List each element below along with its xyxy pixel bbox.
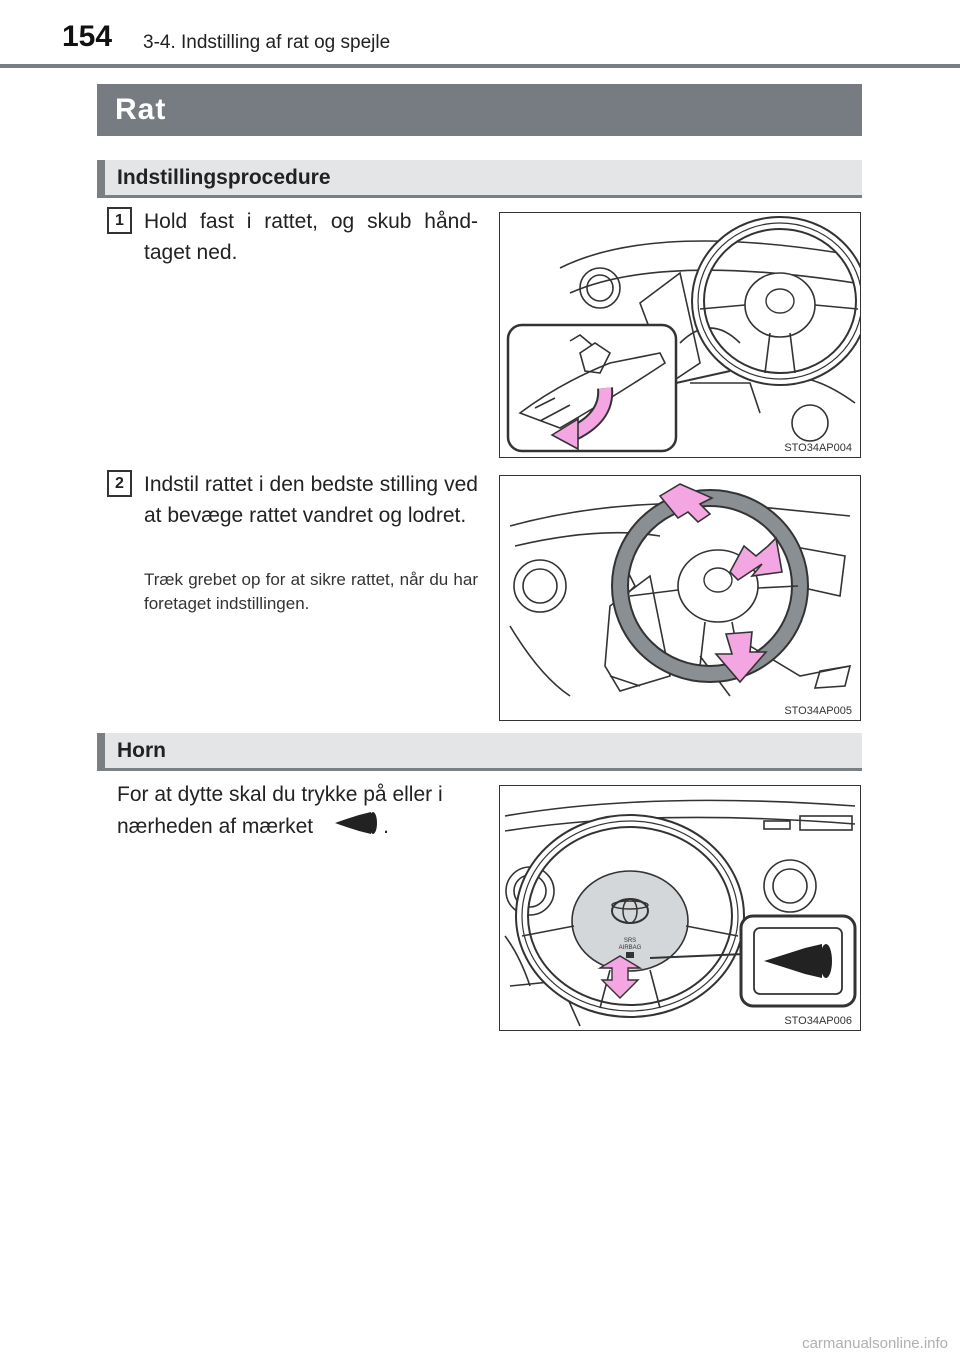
figure-steering-lever: [499, 212, 861, 458]
illustration-steering-lever: [500, 213, 860, 457]
step-badge-1: 1: [107, 207, 132, 234]
step-2-text: Indstil rattet i den bedste stilling ved at bevæge rattet vandret og lodret.: [144, 473, 478, 527]
horn-text-before: For at dytte skal du trykke på eller i nærheden af mærket: [117, 783, 443, 839]
airbag-label-srs: SRS: [623, 938, 637, 944]
horn-icon: [331, 810, 379, 845]
airbag-label-airbag: AIRBAG: [618, 945, 642, 951]
figure-code-2: STO34AP005: [784, 705, 852, 717]
step-2-note: Træk grebet op for at sikre rattet, når du har foretaget indstillingen.: [144, 570, 478, 613]
subhead-procedure: Indstillingsprocedure: [97, 160, 862, 198]
step-1-text: Hold fast i rattet, og skub hånd-taget ned.: [144, 210, 478, 264]
horn-text: [117, 779, 482, 845]
section-title: Rat: [97, 84, 862, 136]
illustration-steering-adjust: [500, 476, 860, 720]
figure-horn: [499, 785, 861, 1031]
horn-text-after: .: [383, 815, 389, 839]
figure-code-3: STO34AP006: [784, 1015, 852, 1027]
page-number: 154: [62, 20, 113, 53]
illustration-horn: [500, 786, 860, 1030]
subhead-horn: Horn: [97, 733, 862, 771]
figure-code-1: STO34AP004: [784, 442, 852, 454]
figure-steering-adjust: [499, 475, 861, 721]
step-badge-2: 2: [107, 470, 132, 497]
header-rule: [0, 64, 960, 68]
chapter-title: 3-4. Indstilling af rat og spejle: [143, 32, 391, 53]
watermark: carmanualsonline.info: [802, 1335, 948, 1352]
